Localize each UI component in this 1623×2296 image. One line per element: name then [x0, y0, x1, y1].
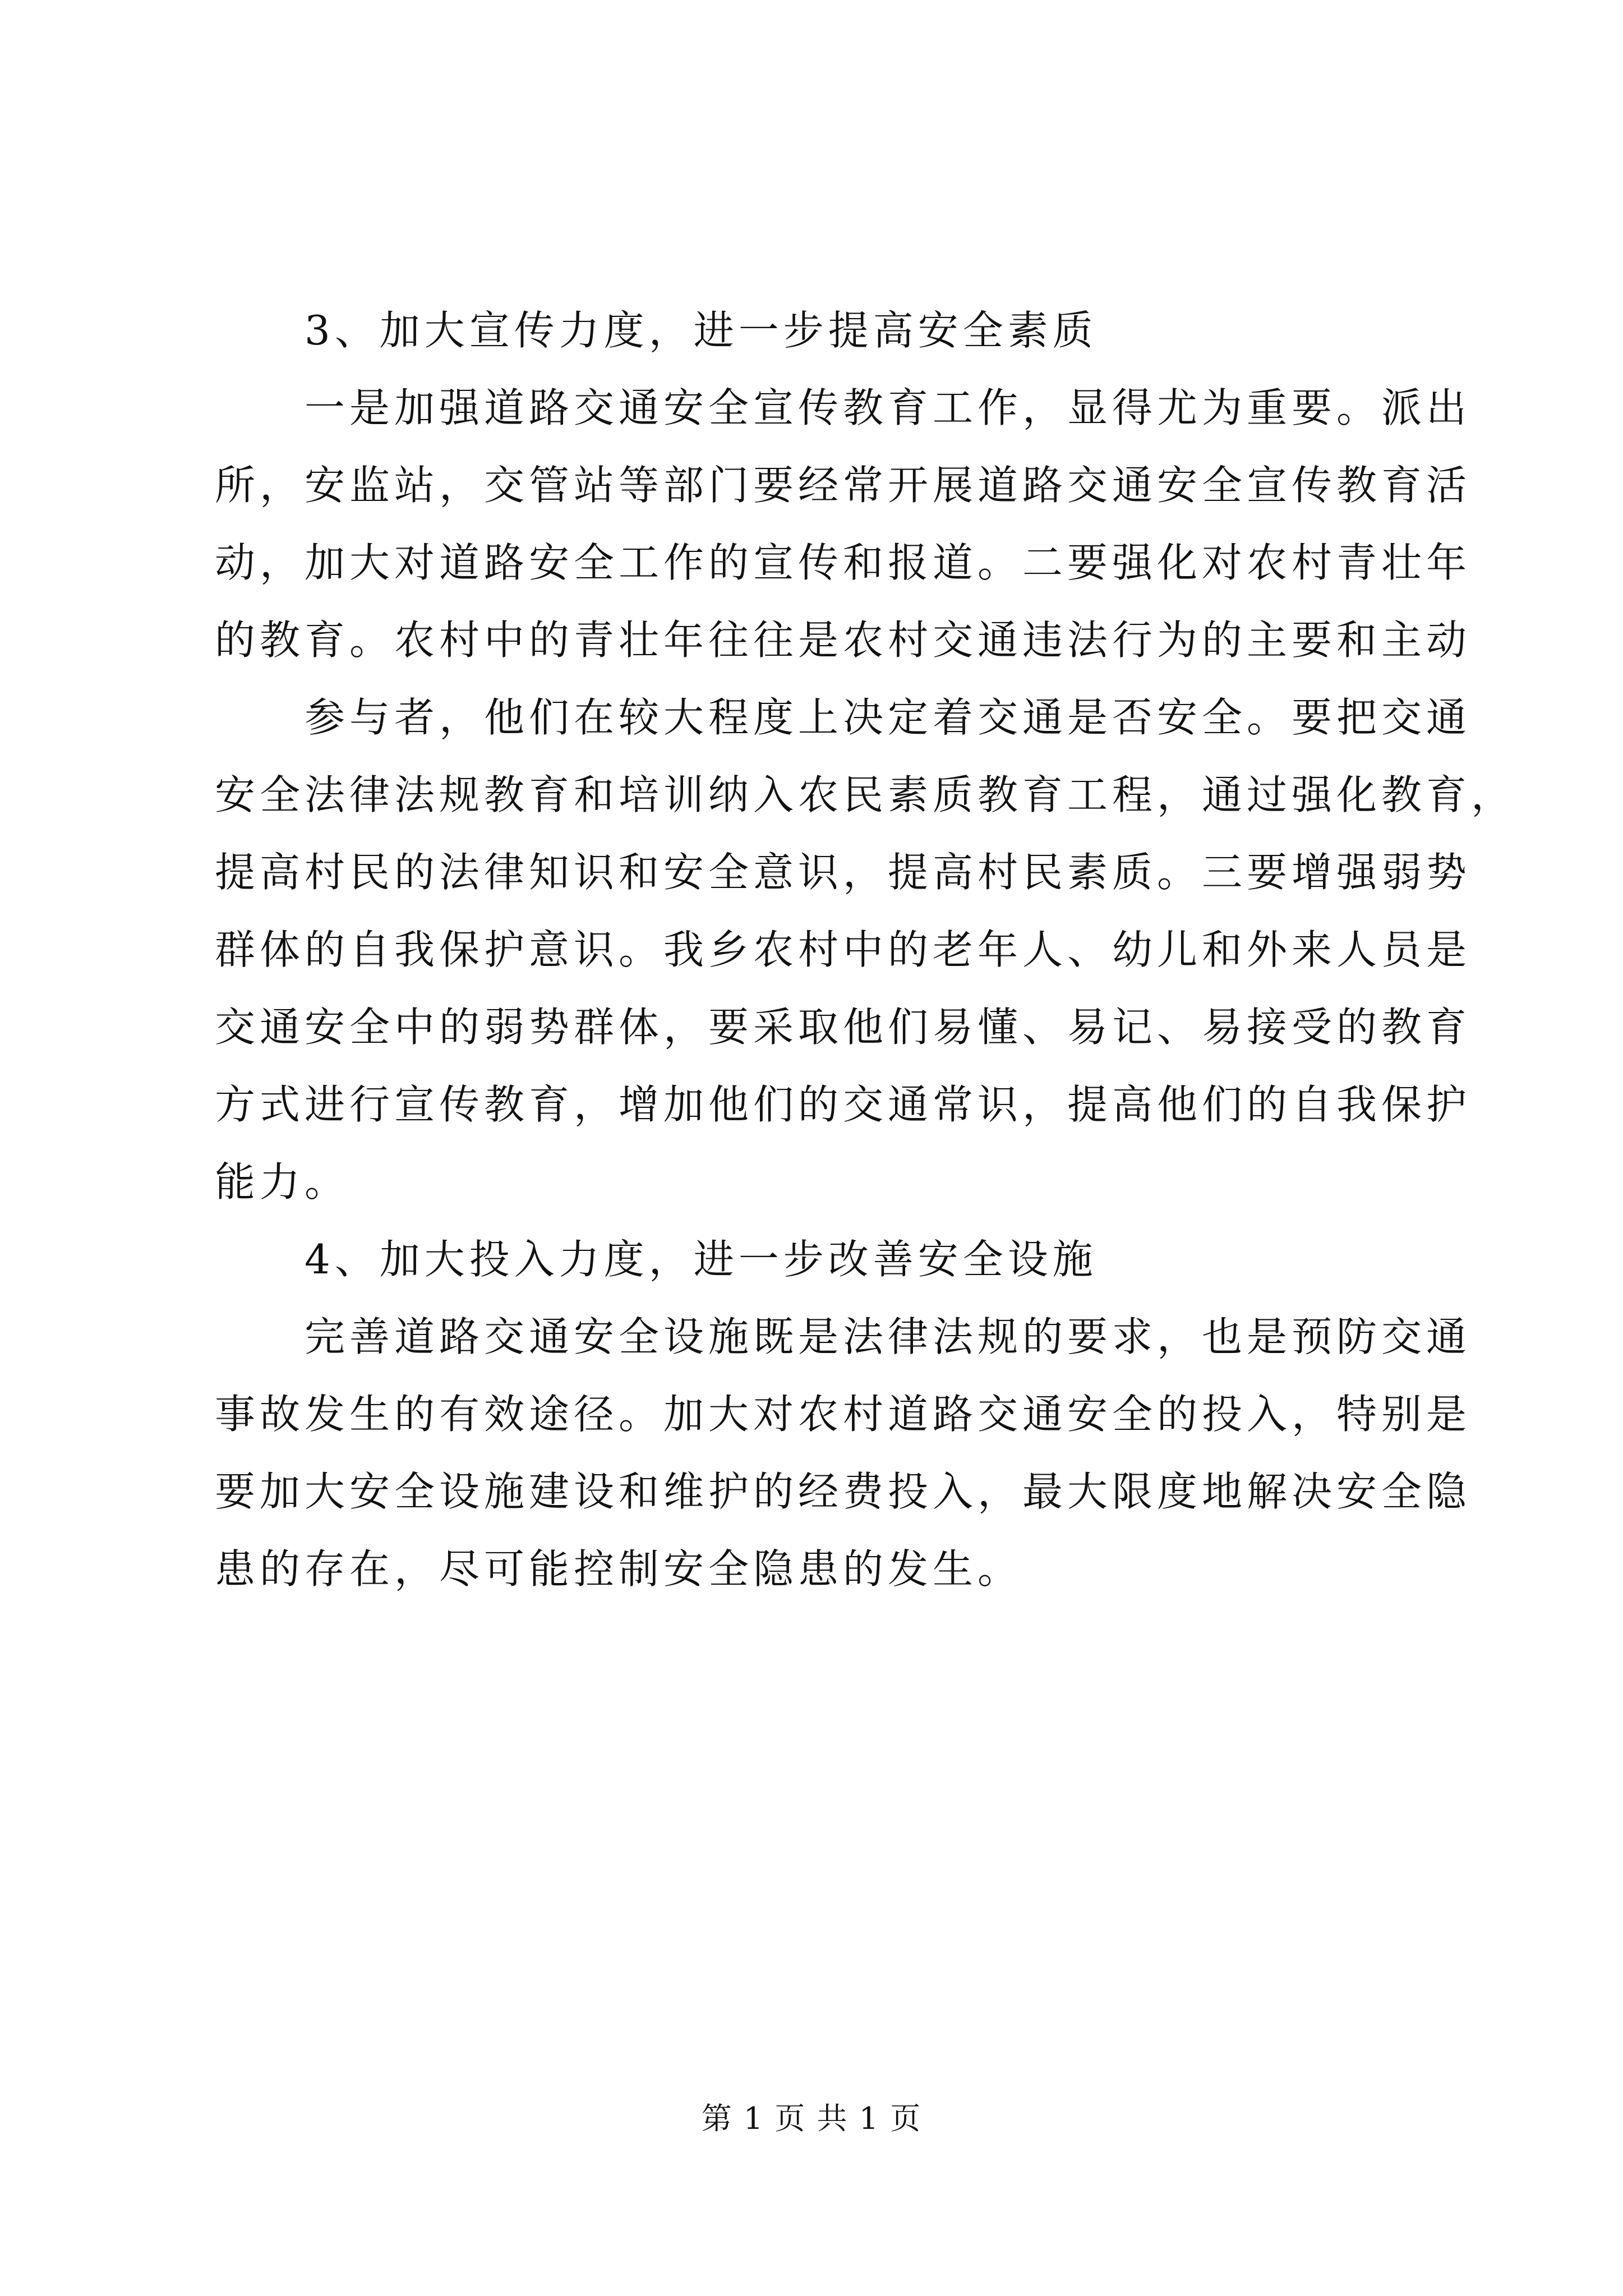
paragraph-line: 能力。: [215, 1158, 350, 1205]
section-heading: 4、加大投入力度，进一步改善安全设施: [305, 1236, 1098, 1283]
paragraph-line: 所，安监站，交管站等部门要经常开展道路交通安全宣传教育活: [215, 462, 1472, 509]
paragraph-line: 事故发生的有效途径。加大对农村道路交通安全的投入，特别是: [215, 1391, 1472, 1438]
paragraph-line: 交通安全中的弱势群体，要采取他们易懂、易记、易接受的教育: [215, 1004, 1472, 1051]
paragraph-line: 完善道路交通安全设施既是法律法规的要求，也是预防交通: [305, 1313, 1472, 1360]
paragraph-line: 要加大安全设施建设和维护的经费投入，最大限度地解决安全隐: [215, 1468, 1472, 1515]
paragraph-line: 方式进行宣传教育，增加他们的交通常识，提高他们的自我保护: [215, 1081, 1472, 1128]
document-body: [215, 292, 1516, 1608]
paragraph-line: 患的存在，尽可能控制安全隐患的发生。: [215, 1545, 1023, 1593]
page-number-footer: 第 1 页 共 1 页: [701, 2101, 922, 2136]
paragraph-line: 群体的自我保护意识。我乡农村中的老年人、幼儿和外来人员是: [215, 926, 1472, 973]
section-heading: 3、加大宣传力度，进一步提高安全素质: [305, 307, 1098, 354]
paragraph-line: 动，加大对道路安全工作的宣传和报道。二要强化对农村青壮年: [215, 539, 1472, 586]
paragraph-line: 提高村民的法律知识和安全意识，提高村民素质。三要增强弱势: [215, 849, 1472, 896]
paragraph-line: 的教育。农村中的青壮年往往是农村交通违法行为的主要和主动: [215, 616, 1472, 664]
paragraph-line: 参与者，他们在较大程度上决定着交通是否安全。要把交通: [305, 694, 1472, 741]
paragraph-line: 安全法律法规教育和培训纳入农民素质教育工程，通过强化教育，: [215, 771, 1516, 818]
paragraph-line: 一是加强道路交通安全宣传教育工作，显得尤为重要。派出: [305, 384, 1472, 431]
